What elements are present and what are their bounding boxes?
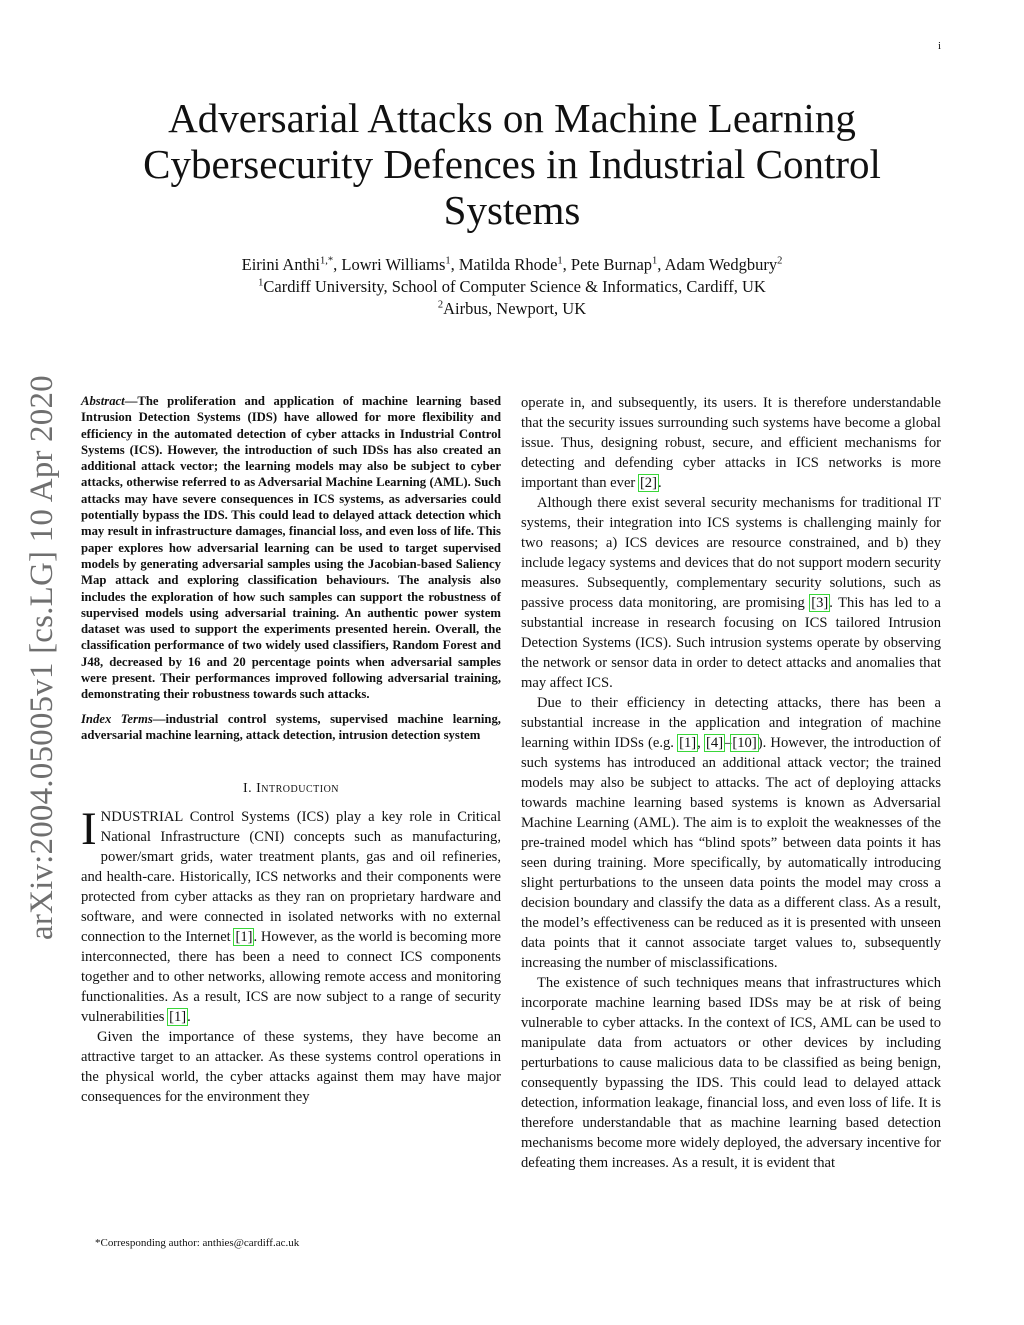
paragraph: The existence of such techniques means that infrastructures which incorporate machine learning based IDSs may be at risk of being vulnerable to cyber attacks. In the context of ICS, AML can be used to manipulate data from actuators or other devices by including perturbations to cause malicious data to be classified as being benign, consequently bypassing the IDS. This could lead to delayed attack detection, information leakage, financial loss, and even loss of life. It is therefore understandable that as machine learning based detection mechanisms become more widely deployed, the adversary incentive for defeating them increases. As a result, it is evident that bbox=[521, 975, 941, 1171]
section-heading bbox=[81, 781, 501, 797]
page-number: i bbox=[938, 40, 942, 52]
author-name: Adam Wedgbury bbox=[664, 255, 778, 274]
affiliation-text: Airbus, Newport, UK bbox=[443, 299, 587, 318]
left-column bbox=[81, 393, 501, 1107]
author-affiliation-mark: 2 bbox=[777, 255, 783, 267]
drop-cap: I bbox=[81, 803, 97, 856]
author-list: Eirini Anthi$^{1,*}$, Lowri Williams$^1$, Matilda Rhode$^1$, Pete Burnap$^1$, Adam Wedgbury$^2$ bbox=[241, 255, 783, 274]
author-name: Eirini Anthi bbox=[241, 255, 321, 274]
paragraph-text: – bbox=[724, 735, 732, 751]
index-terms-text: —industrial control systems, supervised machine learning, adversarial machine learning, attack detection, intrusion detection system bbox=[81, 711, 501, 742]
citation-link[interactable]: [10] bbox=[732, 735, 757, 751]
abstract bbox=[81, 393, 501, 703]
author-affiliation-mark: 1,* bbox=[320, 255, 334, 267]
section-title: Introduction bbox=[256, 781, 340, 797]
author-name: Lowri Williams bbox=[341, 255, 446, 274]
citation-link[interactable]: [1] bbox=[169, 1009, 187, 1026]
introduction-text-left bbox=[81, 803, 501, 1107]
paragraph-text: . This has led to a substantial increase in research focusing on ICS tailored Intrusion Detection Systems (ICS). Such intrusion systems operate by observing the network or sensor data in order to detect attacks and anomalies that may affect ICS. bbox=[521, 595, 942, 691]
paragraph bbox=[521, 393, 941, 493]
citation-link[interactable]: [4] bbox=[706, 735, 724, 751]
index-terms-label: Index Terms bbox=[81, 711, 153, 726]
paragraph-text: . However, as the world is becoming more interconnected, there has been a need to connect ICS components together and to other networks, allowing remote access and monitoring functionalities. As a result, ICS are now subject to a range of security vulnerabilities bbox=[81, 929, 501, 1026]
abstract-label: Abstract bbox=[81, 394, 125, 408]
paragraph-text: Due to their efficiency in detecting attacks, there has been a substantial increase in the application and integration of machine learning within IDSs (e.g. bbox=[521, 695, 941, 751]
index-terms bbox=[81, 711, 501, 744]
corresponding-author-footnote: *Corresponding author: anthies@cardiff.ac.uk bbox=[95, 1237, 300, 1249]
paragraph bbox=[81, 803, 501, 1027]
paragraph-text: operate in, and subsequently, its users. It is therefore understandable that the security issues surrounding such systems have become a global issue. Thus, designing robust, secure, and efficient mechanisms for detecting and defending cyber attacks in ICS networks is more important than ever bbox=[521, 395, 941, 491]
author-affiliation-mark: 1 bbox=[652, 255, 658, 267]
affiliation-text: Cardiff University, School of Computer Science & Informatics, Cardiff, UK bbox=[263, 277, 766, 296]
affiliation-mark: 1 bbox=[258, 277, 264, 289]
affiliation-mark: 2 bbox=[437, 299, 444, 311]
author-name: Matilda Rhode bbox=[458, 255, 558, 274]
section-numeral: I. bbox=[242, 781, 253, 797]
right-column bbox=[521, 393, 941, 1173]
paragraph bbox=[521, 493, 941, 693]
affiliation-line bbox=[130, 276, 894, 298]
author-affiliation-mark: 1 bbox=[445, 255, 451, 267]
paragraph: Given the importance of these systems, they have become an attractive target to an attacker. As these systems control operations in the physical world, the cyber attacks against them may have major consequences for the environment they bbox=[81, 1029, 501, 1106]
paper-title: Adversarial Attacks on Machine Learning Cybersecurity Defences in Industrial Control Systems bbox=[143, 95, 881, 233]
paragraph-text: Although there exist several security mechanisms for traditional IT systems, their integration into ICS systems is challenging mainly for two reasons; a) ICS devices are resource constrained, and b) they include legacy systems and devices that do not support modern security measures. Subsequently, complementary security solutions, such as passive process data monitoring, are promising bbox=[521, 495, 941, 611]
author-name: Pete Burnap bbox=[570, 255, 653, 274]
paragraph-text: , bbox=[697, 735, 706, 751]
author-block bbox=[130, 254, 894, 320]
citation-link[interactable]: [1] bbox=[679, 735, 697, 751]
paragraph-text: . bbox=[187, 1009, 191, 1026]
author-affiliation-mark: 1 bbox=[557, 255, 563, 267]
abstract-text: —The proliferation and application of machine learning based Intrusion Detection Systems (IDS) have allowed for more flexibility and efficiency in the automated detection of cyber attacks in Industrial Control Systems (ICS). However, the introduction of such IDSs has also created an additional attack vector; the learning models may also be subject to cyber attacks, otherwise referred to as Adversarial Machine Learning (AML). Such attacks may have severe consequences in ICS systems, as adversaries could potentially bypass the IDS. This could lead to delayed attack detection which may result in infrastructure damages, financial loss, and even loss of life. This paper explores how adversarial learning can be used to target supervised models by generating adversarial samples using the Jacobian-based Saliency Map attack and exploring classification behaviours. The analysis also includes the exploration of how such samples can support the robustness of supervised models using adversarial training. An authentic power system dataset was used to support the experiments presented herein. Overall, the classification performance of two widely used classifiers, Random Forest and J48, decreased by 16 and 20 percentage points when adversarial samples were present. Their performances improved following adversarial training, demonstrating their robustness towards such attacks. bbox=[81, 394, 501, 702]
citation-link[interactable]: [1] bbox=[235, 929, 253, 946]
paragraph-text: . bbox=[657, 475, 662, 491]
arxiv-identifier-stamp: arXiv:2004.05005v1 [cs.LG] 10 Apr 2020 bbox=[24, 375, 60, 940]
citation-link[interactable]: [3] bbox=[811, 595, 829, 611]
paragraph bbox=[521, 693, 941, 973]
citation-link[interactable]: [2] bbox=[639, 475, 657, 491]
paragraph-text: NDUSTRIAL Control Systems (ICS) play a key role in Critical National Infrastructure (CNI) concepts such as manufacturing, power/smart grids, water treatment plants, gas and oil refineries, and health-care. Historically, ICS networks and their components were protected from cyber attacks as they ran on proprietary hardware and software, and were connected in isolated networks with no external connection to the Internet bbox=[81, 809, 501, 946]
paragraph-text: ). However, the introduction of such systems has introduced an additional attack vector; the trained models may also be subject to attacks. The act of deploying attacks towards machine learning based systems is known as Adversarial Machine Learning (AML). The aim is to exploit the weaknesses of the pre-trained model which has “blind spots” between data points it has seen during training. More specifically, by automatically introducing slight perturbations to the unseen data points the model may cross a decision boundary and classify the data as a different class. As a result, the model’s effectiveness can be reduced as it is presented with unseen data points that it cannot associate target values to, subsequently increasing the number of misclassifications. bbox=[521, 735, 941, 971]
affiliation-line bbox=[130, 298, 894, 320]
